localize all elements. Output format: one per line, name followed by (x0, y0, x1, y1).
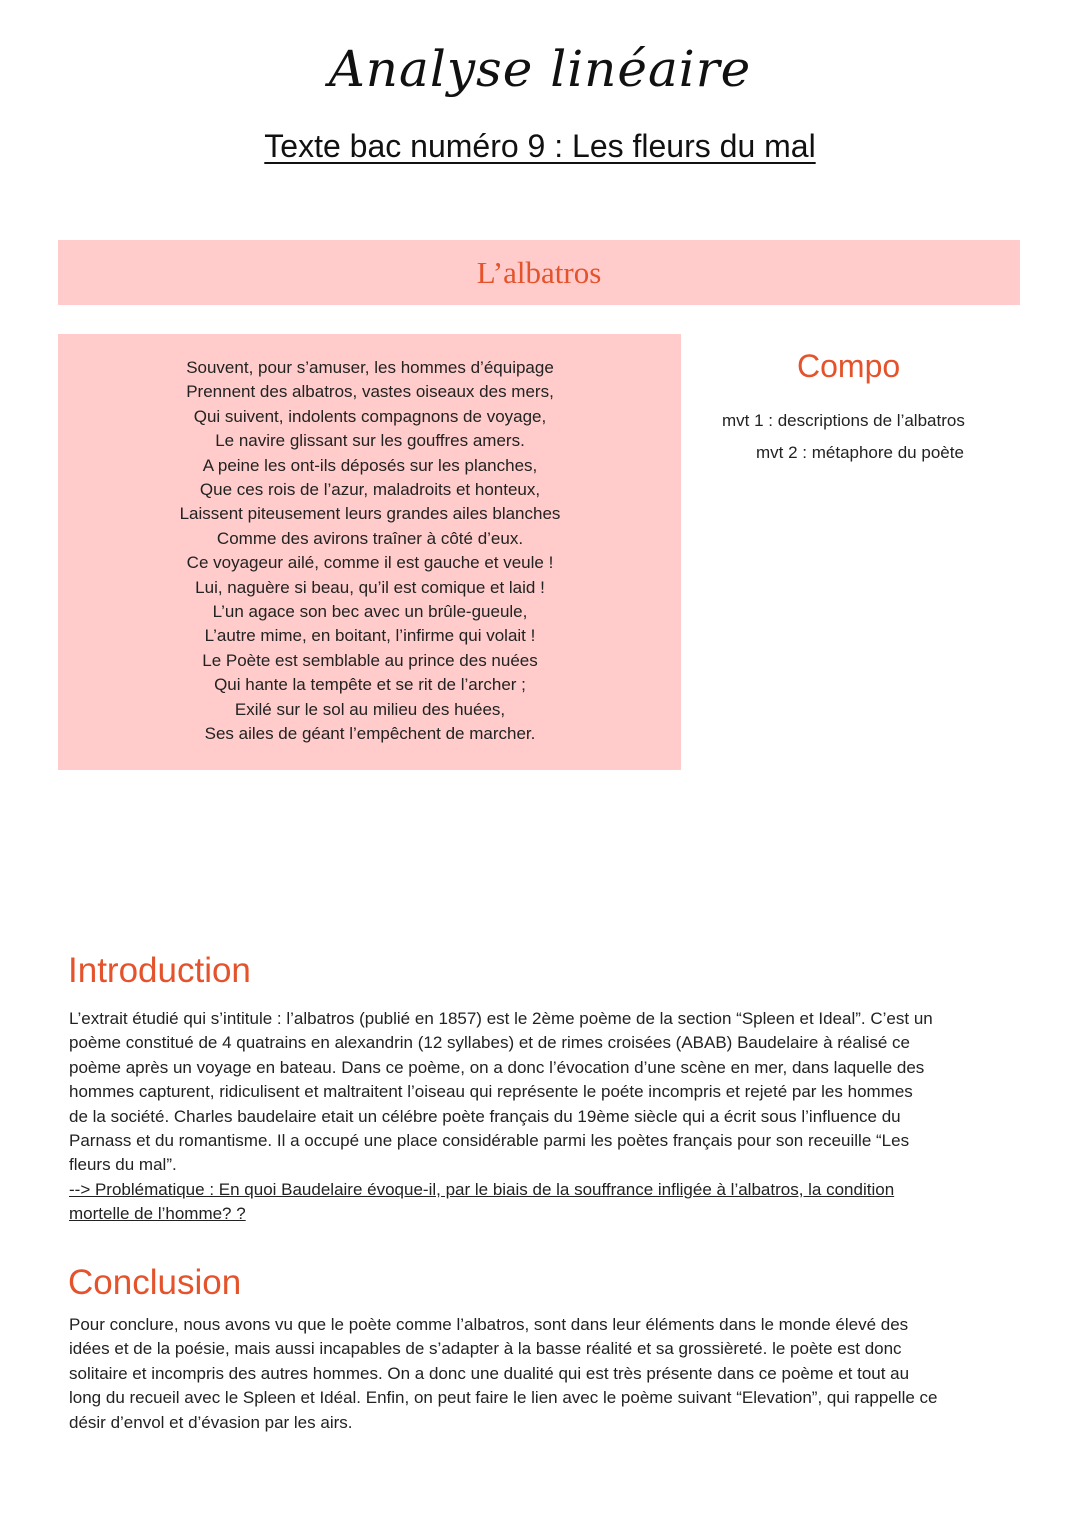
problematique-line: --> Problématique : En quoi Baudelaire évoque-il, par le biais de la souffrance infligée à l’albatros, la condition (69, 1179, 895, 1199)
text-line: de la société. Charles baudelaire etait un célébre poète français du 19ème siècle qui a écrit sous l’influence du (69, 1106, 901, 1126)
text-line: poème après un voyage en bateau. Dans ce poème, on a donc l’évocation d’une scène en mer, dans laquelle des (69, 1057, 925, 1077)
compo-heading: Compo (797, 348, 901, 384)
poem-line: Le navire glissant sur les gouffres amers. (215, 431, 525, 451)
poem-line: Comme des avirons traîner à côté d’eux. (216, 528, 524, 548)
text-line: long du recueil avec le Spleen et Idéal. Enfin, on peut faire le lien avec le poème suivant “Elevation”, qui rappelle ce (69, 1388, 938, 1408)
poem-line: A peine les ont-ils déposés sur les planches, (202, 455, 538, 475)
poem-line: Ce voyageur ailé, comme il est gauche et veule ! (186, 553, 554, 573)
poem-line: Qui suivent, indolents compagnons de voyage, (193, 406, 547, 426)
poem-line: Laissent piteusement leurs grandes ailes blanches (179, 504, 561, 524)
poem-line: Le Poète est semblable au prince des nuées (202, 650, 538, 670)
text-line: L’extrait étudié qui s’intitule : l’albatros (publié en 1857) est le 2ème poème de la section “Spleen et Ideal”. C’est un (69, 1009, 933, 1028)
introduction-heading: Introduction (68, 951, 251, 990)
problematique-line: mortelle de l’homme? ? (69, 1204, 246, 1224)
poem-line: Exilé sur le sol au milieu des huées, (234, 699, 506, 719)
text-line: idées et de la poésie, mais aussi incapables de s’adapter à la basse réalité et sa grossièreté. le poète est donc (69, 1339, 902, 1359)
conclusion-heading: Conclusion (68, 1263, 242, 1302)
poem-line: Que ces rois de l’azur, maladroits et honteux, (199, 480, 541, 500)
poem-title-banner: L’albatros (58, 240, 1020, 305)
text-line: fleurs du mal”. (69, 1155, 177, 1175)
subtitle-text: Texte bac numéro 9 : Les fleurs du mal (264, 128, 816, 164)
introduction-text (69, 1007, 1049, 1227)
text-line: Parnass et du romantisme. Il a occupé une place considérable parmi les poètes français pour son receuille “Les (69, 1131, 910, 1151)
text-line: hommes capturent, ridiculisent et maltraitent l’oiseau qui représente le poéte incompris et rejeté par les hommes (69, 1082, 913, 1102)
text-line: solitaire et incompris des autres hommes. On a donc une dualité qui est très présente dans ce poème et tout au (69, 1363, 910, 1383)
movement-1: mvt 1 : descriptions de l’albatros (722, 411, 965, 430)
text-line: Pour conclure, nous avons vu que le poète comme l’albatros, sont dans leur éléments dans le monde élevé des (69, 1315, 909, 1334)
poem-line: Souvent, pour s’amuser, les hommes d’équipage (186, 358, 554, 377)
conclusion-text (69, 1313, 1049, 1435)
text-line: poème constitué de 4 quatrains en alexandrin (12 syllabes) et de rimes croisées (ABAB) Baudelaire à réalisé ce (69, 1033, 911, 1053)
poem-box (58, 334, 681, 770)
poem-line: L’autre mime, en boitant, l’infirme qui volait ! (204, 626, 536, 646)
poem-lines (116, 356, 624, 747)
page-subtitle (0, 128, 1080, 165)
movement-2: mvt 2 : métaphore du poète (756, 443, 964, 462)
text-line: désir d’envol et d’évasion par les airs. (69, 1412, 353, 1432)
poem-line: L’un agace son bec avec un brûle-gueule, (212, 602, 528, 622)
poem-line: Qui hante la tempête et se rit de l’archer ; (214, 675, 526, 695)
poem-line: Ses ailes de géant l’empêchent de marcher. (204, 724, 536, 744)
poem-line: Prennent des albatros, vastes oiseaux des mers, (186, 382, 554, 402)
page-title: Analyse linéaire (328, 40, 752, 98)
poem-line: Lui, naguère si beau, qu’il est comique et laid ! (195, 577, 545, 597)
